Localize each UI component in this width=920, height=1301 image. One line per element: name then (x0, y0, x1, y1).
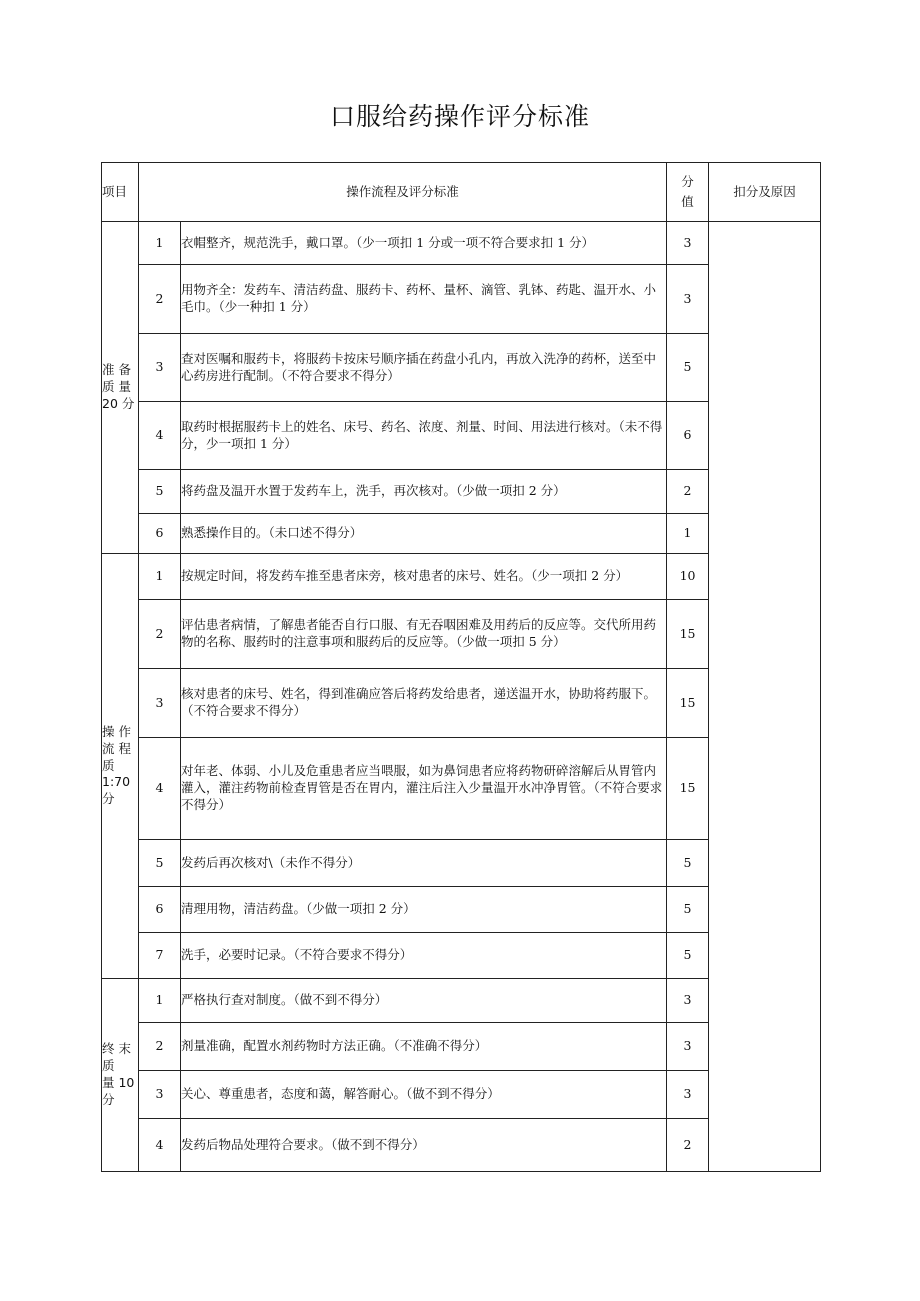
section-label-line: 操 作 (102, 723, 131, 739)
criteria-text: 取药时根据服药卡上的姓名、床号、药名、浓度、剂量、时间、用法进行核对。（未不得分，少一项扣 1 分） (181, 402, 667, 470)
score-value: 5 (667, 933, 709, 979)
deduction-cell[interactable] (709, 222, 821, 1172)
row-number: 2 (139, 265, 181, 334)
score-value: 5 (667, 840, 709, 887)
criteria-text: 将药盘及温开水置于发药车上，洗手，再次核对。（少做一项扣 2 分） (181, 470, 667, 514)
header-process: 操作流程及评分标准 (139, 163, 667, 222)
row-number: 5 (139, 840, 181, 887)
criteria-text: 关心、尊重患者，态度和蔼，解答耐心。（做不到不得分） (181, 1071, 667, 1119)
score-value: 2 (667, 1119, 709, 1172)
section-label (102, 979, 139, 1172)
score-value: 6 (667, 402, 709, 470)
header-item: 项目 (102, 163, 139, 222)
row-number: 6 (139, 514, 181, 554)
criteria-text: 严格执行查对制度。（做不到不得分） (181, 979, 667, 1023)
row-number: 4 (139, 738, 181, 840)
criteria-text: 洗手，必要时记录。（不符合要求不得分） (181, 933, 667, 979)
criteria-text: 核对患者的床号、姓名，得到准确应答后将药发给患者，递送温开水，协助将药服下。（不符合要求不得分） (181, 669, 667, 738)
table-row (102, 222, 821, 265)
criteria-text: 对年老、体弱、小儿及危重患者应当喂服，如为鼻饲患者应将药物研碎溶解后从胃管内灌入，灌注药物前检查胃管是否在胃内，灌注后注入少量温开水冲净胃管。（不符合要求不得分） (181, 738, 667, 840)
score-value: 15 (667, 738, 709, 840)
row-number: 4 (139, 1119, 181, 1172)
score-value: 2 (667, 470, 709, 514)
criteria-text: 查对医嘱和服药卡，将服药卡按床号顺序插在药盘小孔内，再放入洗净的药杯，送至中心药房进行配制。（不符合要求不得分） (181, 334, 667, 402)
row-number: 2 (139, 600, 181, 669)
criteria-text: 按规定时间，将发药车推至患者床旁，核对患者的床号、姓名。（少一项扣 2 分） (181, 554, 667, 600)
section-label-line: 准 备 (102, 362, 131, 378)
score-value: 3 (667, 979, 709, 1023)
section-label-line: 质 量 (102, 379, 131, 395)
section-label-line: 分 (102, 1091, 115, 1107)
section-label-line: 量 10 (102, 1075, 135, 1090)
section-label-line: 终 末 (102, 1041, 131, 1057)
row-number: 6 (139, 887, 181, 933)
section-label-line: 质 (102, 757, 115, 773)
section-label-line: 流 程 (102, 740, 131, 756)
criteria-text: 衣帽整齐，规范洗手，戴口罩。（少一项扣 1 分或一项不符合要求扣 1 分） (181, 222, 667, 265)
row-number: 1 (139, 554, 181, 600)
row-number: 3 (139, 669, 181, 738)
score-value: 5 (667, 887, 709, 933)
section-label-line: 20 分 (102, 395, 135, 411)
row-number: 3 (139, 334, 181, 402)
section-label-line: 质 (102, 1058, 115, 1074)
criteria-text: 用物齐全：发药车、清洁药盘、服药卡、药杯、量杯、滴管、乳钵、药匙、温开水、小毛巾。（少一种扣 1 分） (181, 265, 667, 334)
criteria-text: 发药后再次核对\（未作不得分） (181, 840, 667, 887)
row-number: 1 (139, 979, 181, 1023)
scoring-table (101, 162, 821, 1172)
score-value: 15 (667, 600, 709, 669)
header-row (102, 163, 821, 222)
row-number: 5 (139, 470, 181, 514)
header-score: 分 值 (667, 163, 709, 222)
header-deduction: 扣分及原因 (709, 163, 821, 222)
score-value: 3 (667, 1023, 709, 1071)
score-value: 3 (667, 265, 709, 334)
criteria-text: 评估患者病情，了解患者能否自行口服、有无吞咽困难及用药后的反应等。交代所用药物的名称、服药时的注意事项和服药后的反应等。（少做一项扣 5 分） (181, 600, 667, 669)
page-title: 口服给药操作评分标准 (329, 102, 590, 131)
section-label-line: 1:70 (102, 774, 131, 790)
section-label (102, 222, 139, 554)
row-number: 2 (139, 1023, 181, 1071)
row-number: 1 (139, 222, 181, 265)
row-number: 7 (139, 933, 181, 979)
section-label (102, 554, 139, 979)
score-value: 1 (667, 514, 709, 554)
criteria-text: 熟悉操作目的。（未口述不得分） (181, 514, 667, 554)
score-value: 10 (667, 554, 709, 600)
score-value: 3 (667, 1071, 709, 1119)
criteria-text: 清理用物，清洁药盘。（少做一项扣 2 分） (181, 887, 667, 933)
score-value: 15 (667, 669, 709, 738)
criteria-text: 剂量准确，配置水剂药物时方法正确。（不准确不得分） (181, 1023, 667, 1071)
row-number: 4 (139, 402, 181, 470)
score-value: 3 (667, 222, 709, 265)
row-number: 3 (139, 1071, 181, 1119)
score-value: 5 (667, 334, 709, 402)
criteria-text: 发药后物品处理符合要求。（做不到不得分） (181, 1119, 667, 1172)
section-label-line: 分 (102, 791, 115, 807)
